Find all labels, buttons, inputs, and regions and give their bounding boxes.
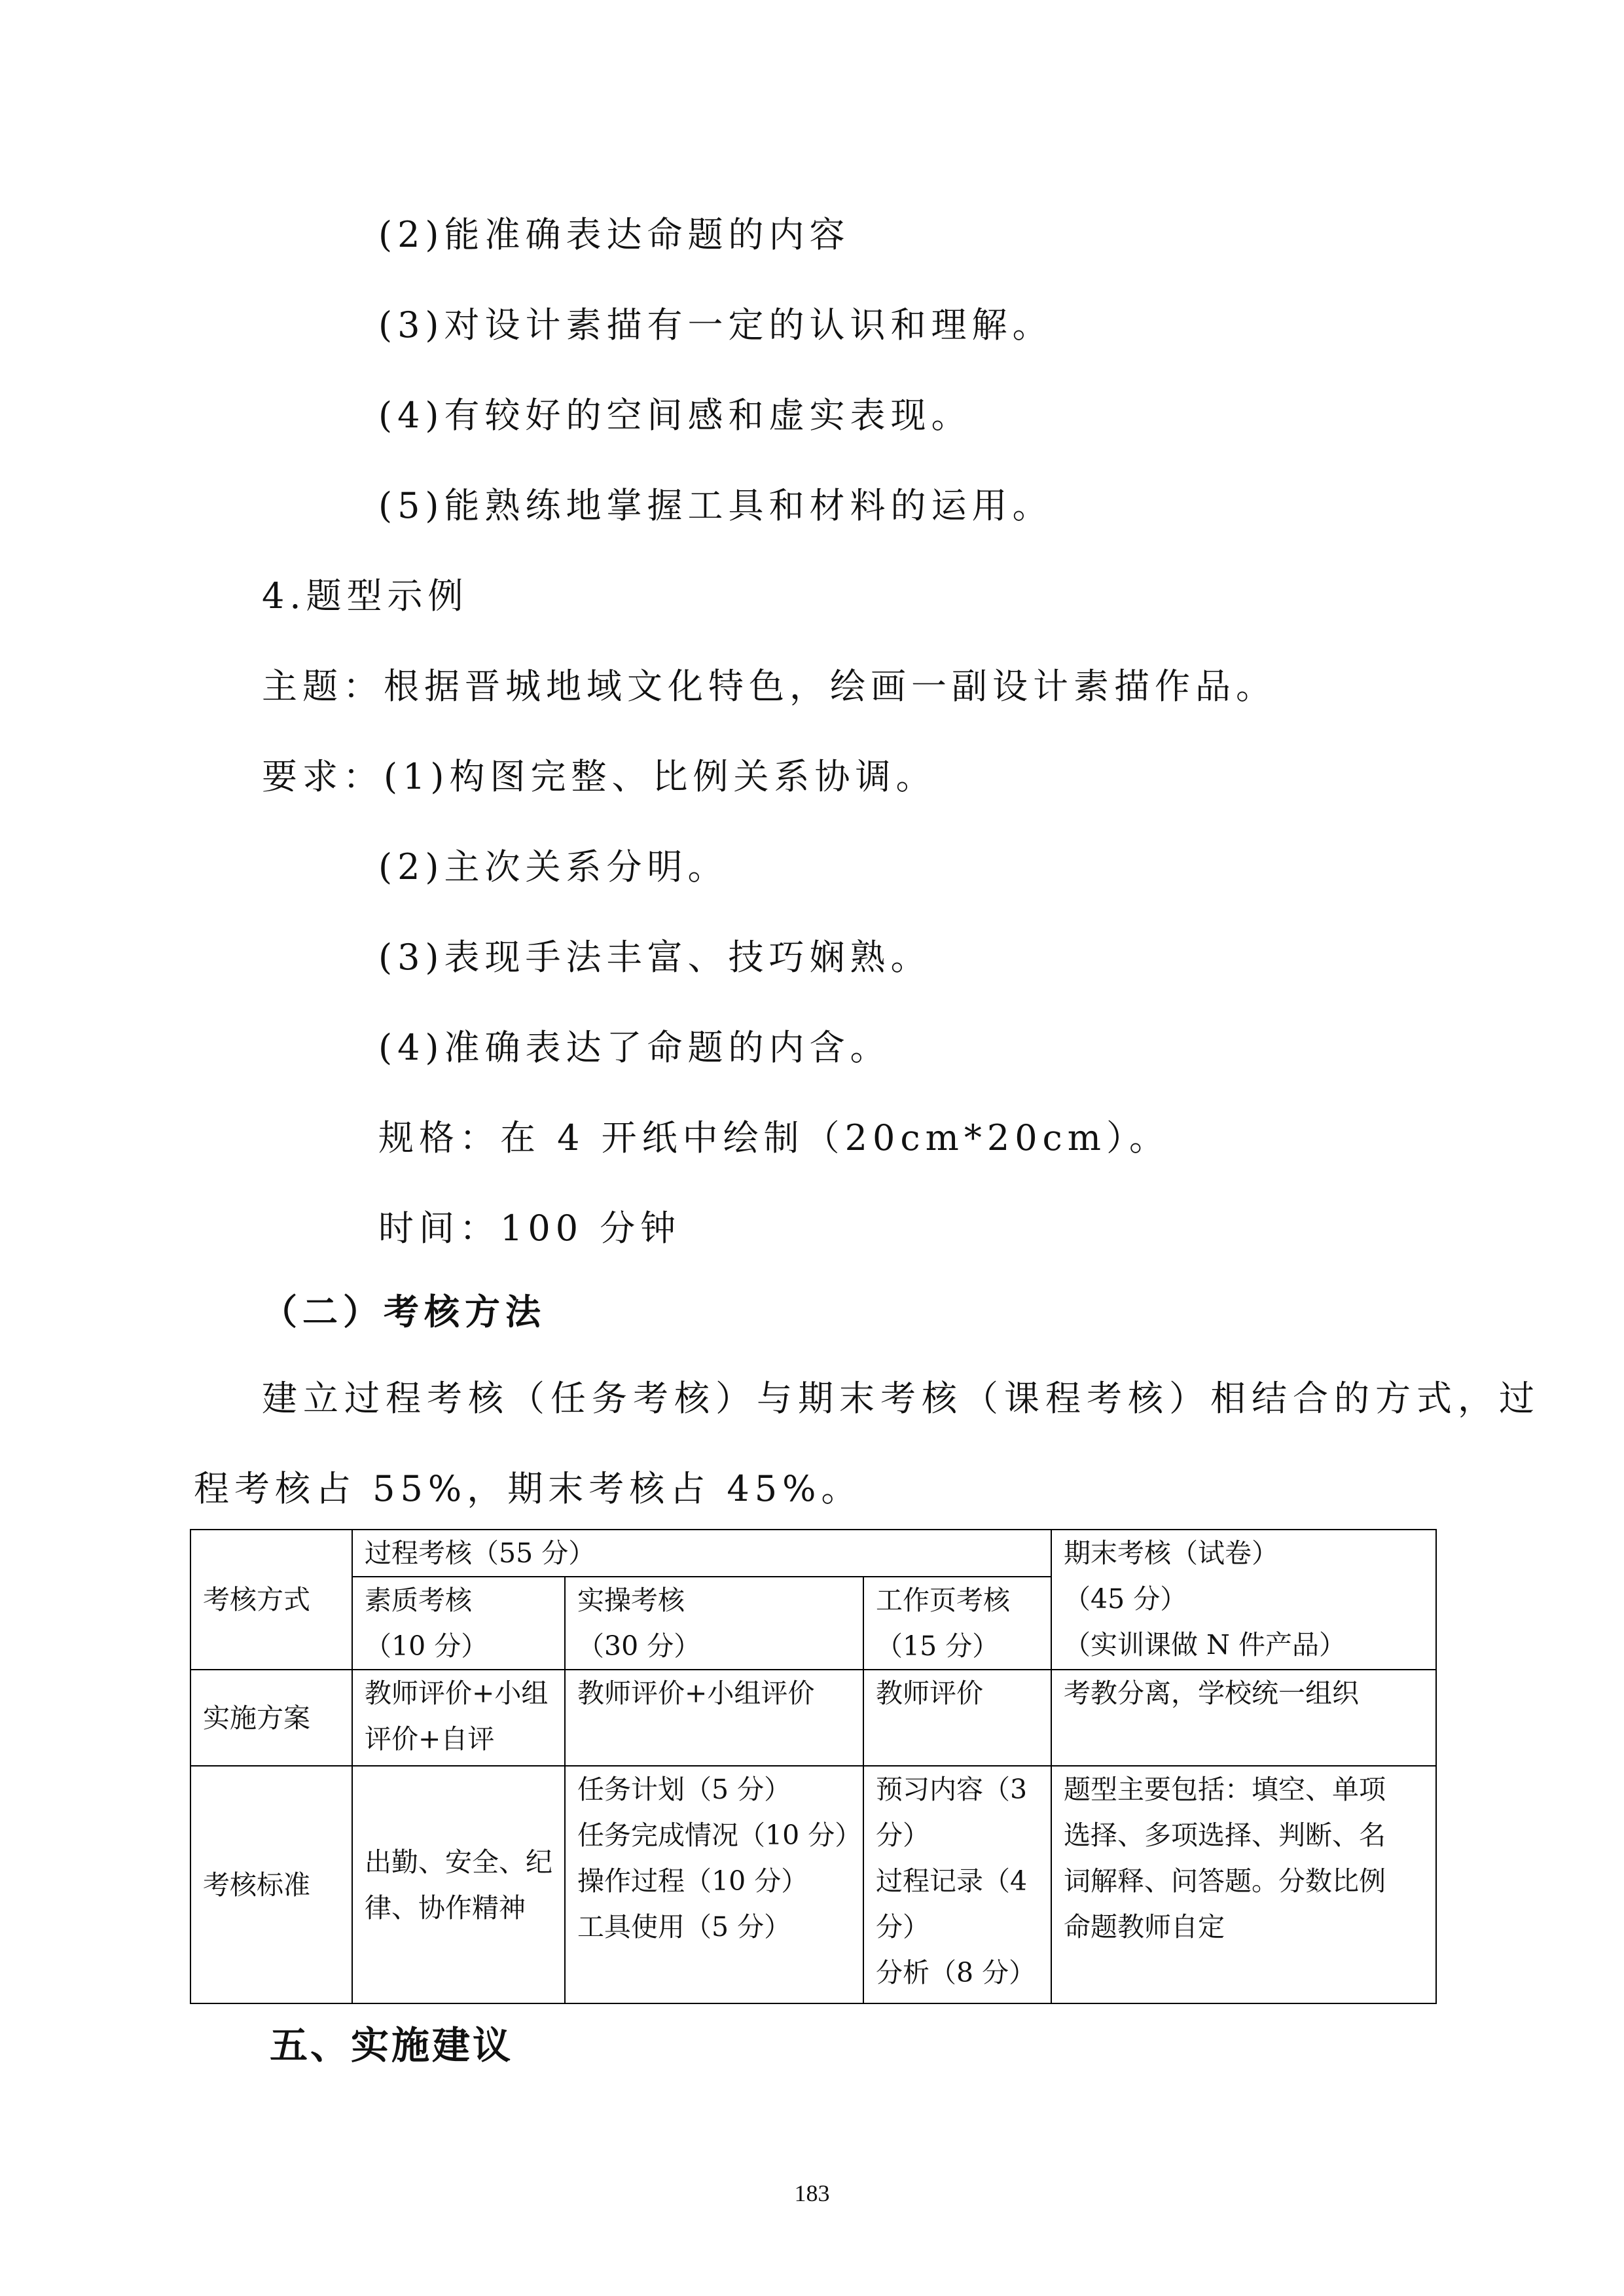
paragraph-line-1: 建立过程考核（任务考核）与期末考核（课程考核）相结合的方式，过 <box>262 1378 1540 1419</box>
assessment-table <box>190 1529 1437 2004</box>
quality-assessment-header: 素质考核 （10 分） <box>352 1577 565 1670</box>
row-header-method: 考核方式 <box>190 1530 352 1670</box>
standard-final-cell: 题型主要包括：填空、单项 选择、多项选择、判断、名 词解释、问答题。分数比例 命题教师自定 <box>1051 1766 1436 2003</box>
row-header-plan: 实施方案 <box>190 1670 352 1766</box>
heading-question-example: 4.题型示例 <box>262 575 469 617</box>
requirement-item-5: (5)能熟练地掌握工具和材料的运用。 <box>378 485 1053 526</box>
example-theme: 主题：根据晋城地域文化特色，绘画一副设计素描作品。 <box>262 666 1276 707</box>
final-assessment-header: 期末考核（试卷） （45 分） （实训课做 N 件产品） <box>1051 1530 1436 1670</box>
plan-worksheet-cell: 教师评价 <box>863 1670 1051 1766</box>
plan-practice-cell: 教师评价+小组评价 <box>565 1670 863 1766</box>
example-time: 时间：100 分钟 <box>378 1208 681 1249</box>
example-requirement-2: (2)主次关系分明。 <box>378 846 729 888</box>
practice-assessment-header: 实操考核 （30 分） <box>565 1577 863 1670</box>
example-requirement-1: 要求：(1)构图完整、比例关系协调。 <box>262 756 937 797</box>
requirement-item-4: (4)有较好的空间感和虚实表现。 <box>378 395 972 436</box>
plan-final-cell: 考教分离，学校统一组织 <box>1051 1670 1436 1766</box>
standard-practice-cell: 任务计划（5 分） 任务完成情况（10 分） 操作过程（10 分） 工具使用（5 分） <box>565 1766 863 2003</box>
example-requirement-3: (3)表现手法丰富、技巧娴熟。 <box>378 937 931 978</box>
requirement-item-3: (3)对设计素描有一定的认识和理解。 <box>378 304 1053 346</box>
paragraph-line-2: 程考核占 55%，期末考核占 45%。 <box>194 1468 862 1509</box>
requirement-item-2: (2)能准确表达命题的内容 <box>378 214 850 255</box>
standard-worksheet-cell: 预习内容（3 分） 过程记录（4 分） 分析（8 分） <box>863 1766 1051 2003</box>
process-assessment-header: 过程考核（55 分） <box>352 1530 1051 1577</box>
example-requirement-4: (4)准确表达了命题的内含。 <box>378 1027 891 1068</box>
subsection-title: （二）考核方法 <box>262 1291 546 1333</box>
worksheet-assessment-header: 工作页考核 （15 分） <box>863 1577 1051 1670</box>
plan-quality-cell: 教师评价+小组 评价+自评 <box>352 1670 565 1766</box>
standard-quality-cell: 出勤、安全、纪 律、协作精神 <box>352 1766 565 2003</box>
row-header-standard: 考核标准 <box>190 1766 352 2003</box>
page-number: 183 <box>794 2180 830 2206</box>
section-title: 五、实施建议 <box>270 2023 514 2068</box>
example-specification: 规格：在 4 开纸中绘制（20cm*20cm）。 <box>378 1117 1170 1158</box>
